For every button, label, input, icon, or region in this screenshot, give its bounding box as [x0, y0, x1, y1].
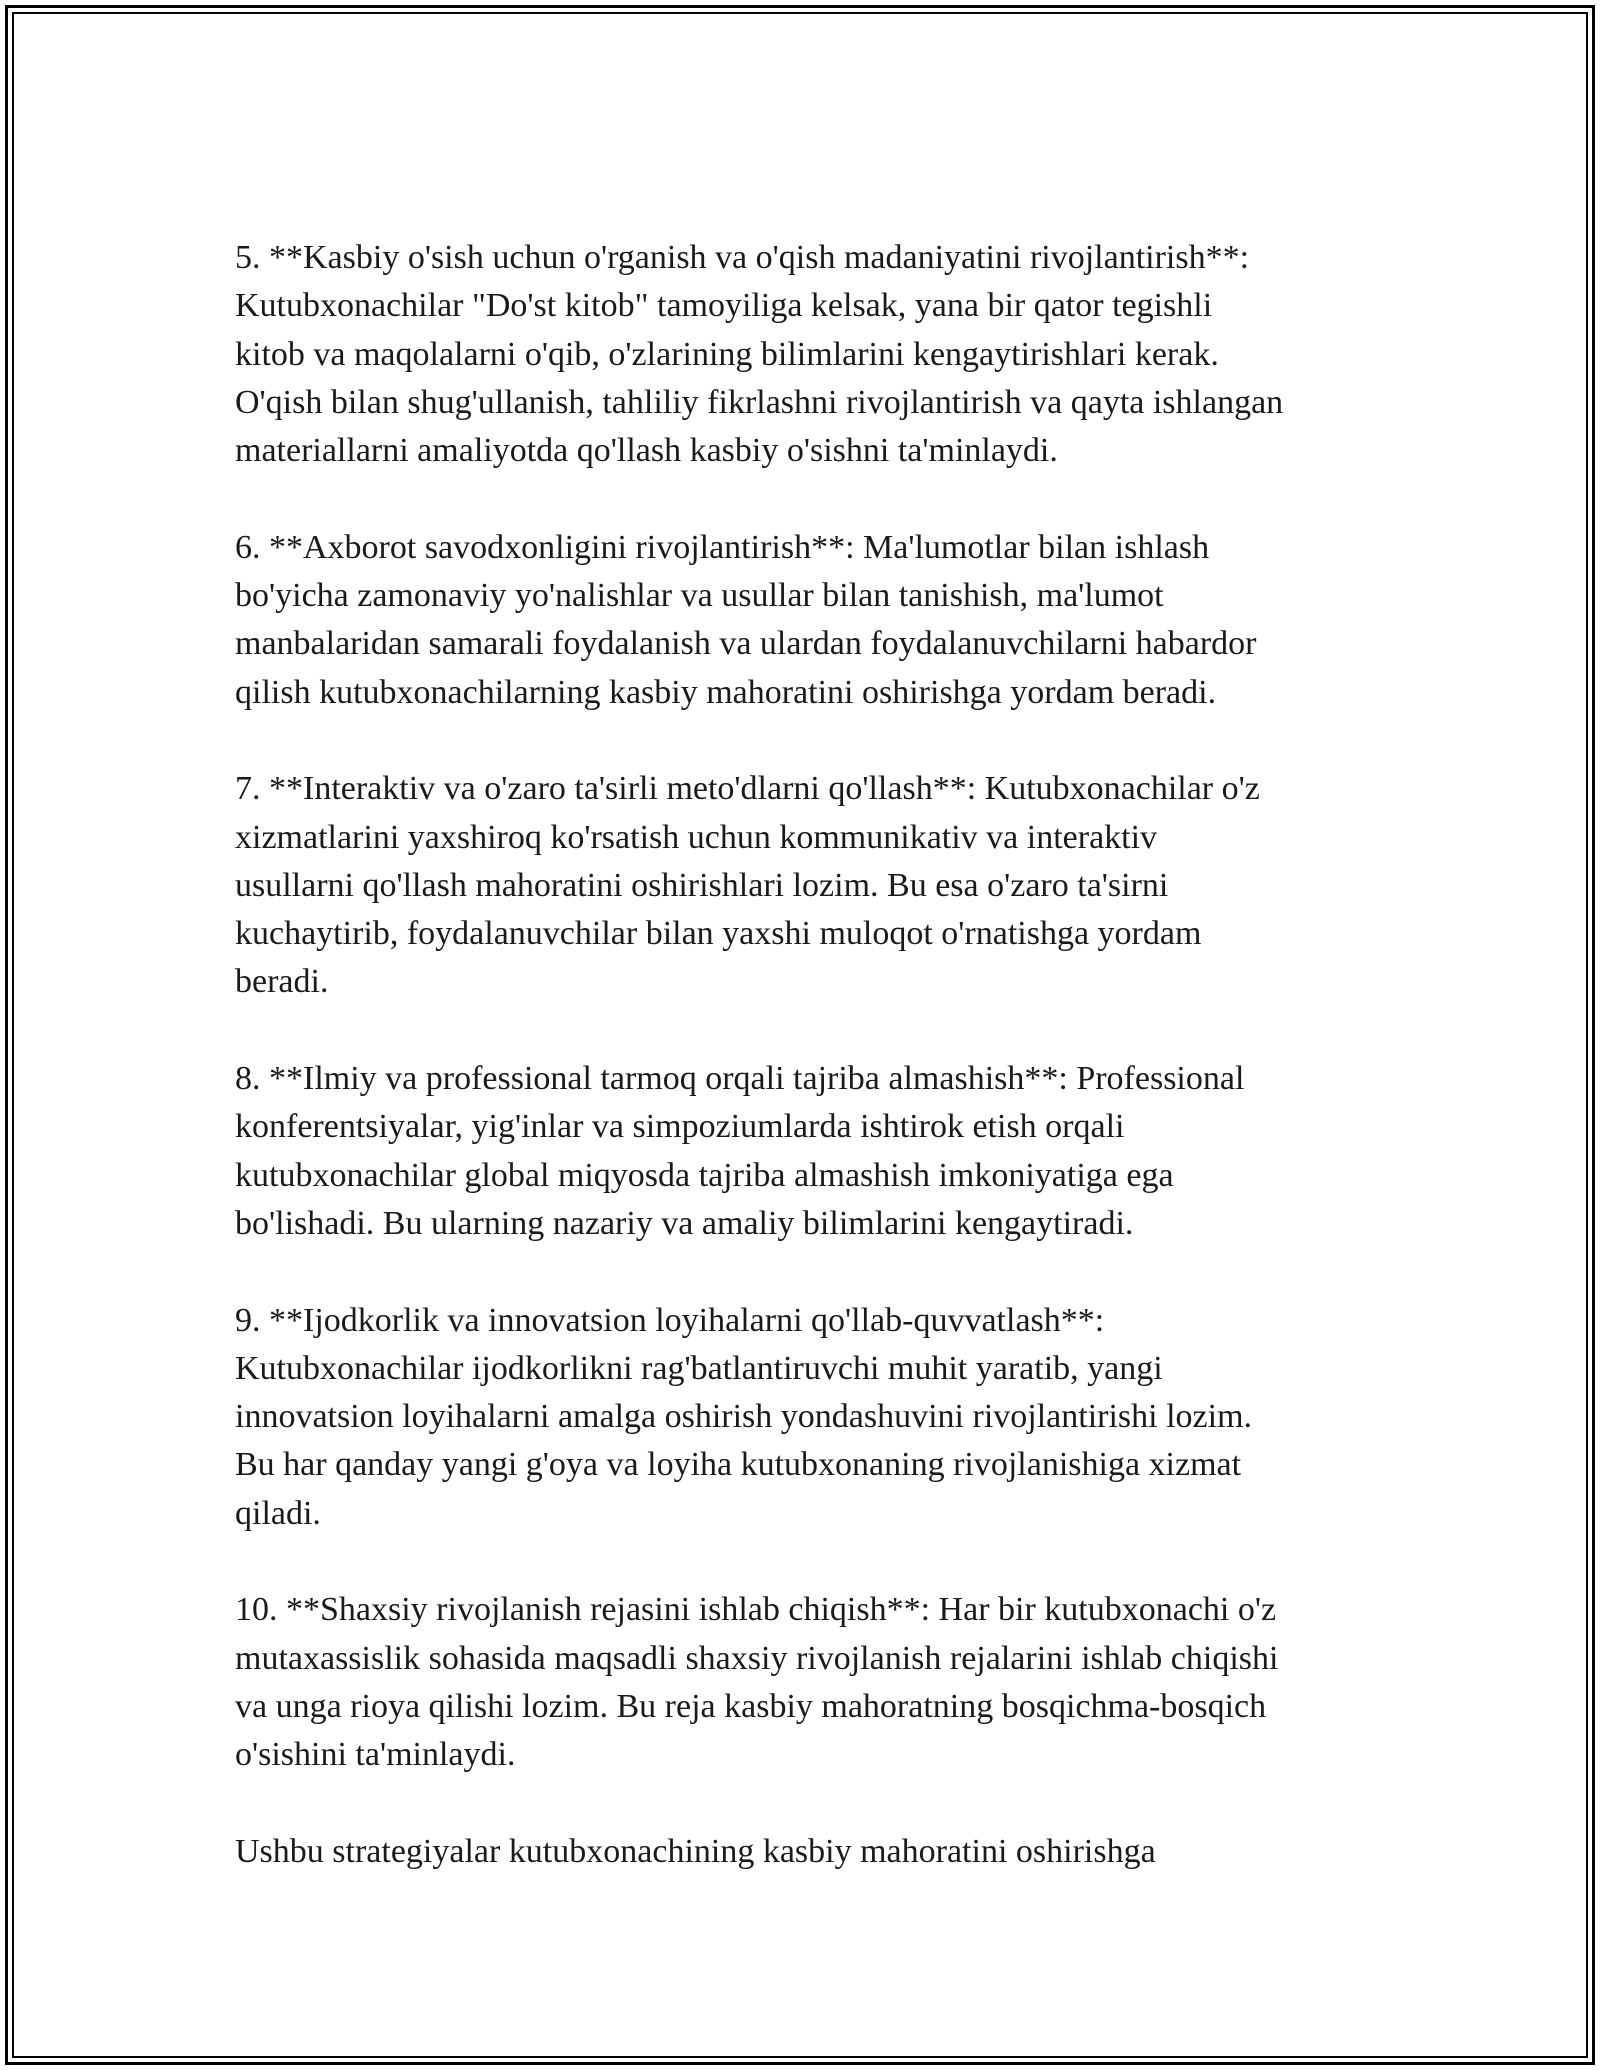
text-line: 8. **Ilmiy va professional tarmoq orqali tajriba almashish**: Professional: [235, 1060, 1245, 1098]
text-line: usullarni qo'llash mahoratini oshirishlari lozim. Bu esa o'zaro ta'sirni: [235, 866, 1169, 904]
text-line: kutubxonachilar global miqyosda tajriba almashish imkoniyatiga ega: [235, 1156, 1174, 1194]
text-line: Kutubxonachilar ijodkorlikni rag'batlantiruvchi muhit yaratib, yangi: [235, 1349, 1163, 1387]
text-line: qiladi.: [235, 1494, 321, 1532]
document-paragraph: [235, 1297, 1385, 1538]
document-body: [235, 234, 1385, 1924]
text-line: 7. **Interaktiv va o'zaro ta'sirli meto'dlarni qo'llash**: Kutubxonachilar o'z: [235, 770, 1260, 808]
text-line: bo'yicha zamonaviy yo'nalishlar va usullar bilan tanishish, ma'lumot: [235, 577, 1164, 615]
text-line: qilish kutubxonachilarning kasbiy mahoratini oshirishga yordam beradi.: [235, 673, 1217, 711]
text-line: kitob va maqolalarni o'qib, o'zlarining bilimlarini kengaytirishlari kerak.: [235, 335, 1219, 373]
text-line: 10. **Shaxsiy rivojlanish rejasini ishlab chiqish**: Har bir kutubxonachi o'z: [235, 1591, 1277, 1629]
text-line: innovatsion loyihalarni amalga oshirish yondashuvini rivojlantirishi lozim.: [235, 1398, 1253, 1436]
document-paragraph: [235, 1828, 1385, 1876]
document-paragraph: [235, 1055, 1385, 1248]
text-line: 9. **Ijodkorlik va innovatsion loyihalarni qo'llab-quvvatlash**:: [235, 1301, 1105, 1339]
document-paragraph: [235, 1586, 1385, 1779]
text-line: bo'lishadi. Bu ularning nazariy va amaliy bilimlarini kengaytiradi.: [235, 1204, 1134, 1242]
text-line: manbalaridan samarali foydalanish va ulardan foydalanuvchilarni habardor: [235, 625, 1257, 663]
text-line: Ushbu strategiyalar kutubxonachining kasbiy mahoratini oshirishga: [235, 1832, 1156, 1870]
document-paragraph: [235, 765, 1385, 1006]
text-line: xizmatlarini yaxshiroq ko'rsatish uchun kommunikativ va interaktiv: [235, 818, 1158, 856]
text-line: Bu har qanday yangi g'oya va loyiha kutubxonaning rivojlanishiga xizmat: [235, 1446, 1242, 1484]
text-line: O'qish bilan shug'ullanish, tahliliy fikrlashni rivojlantirish va qayta ishlangan: [235, 383, 1284, 421]
document-paragraph: [235, 234, 1385, 475]
text-line: beradi.: [235, 963, 329, 1001]
text-line: 5. **Kasbiy o'sish uchun o'rganish va o'qish madaniyatini rivojlantirish**:: [235, 239, 1250, 276]
document-paragraph: [235, 524, 1385, 717]
text-line: mutaxassislik sohasida maqsadli shaxsiy rivojlanish rejalarini ishlab chiqishi: [235, 1639, 1279, 1677]
text-line: konferentsiyalar, yig'inlar va simpoziumlarda ishtirok etish orqali: [235, 1108, 1125, 1146]
text-line: kuchaytirib, foydalanuvchilar bilan yaxshi muloqot o'rnatishga yordam: [235, 915, 1202, 953]
text-line: Kutubxonachilar "Do'st kitob" tamoyiliga kelsak, yana bir qator tegishli: [235, 287, 1213, 325]
text-line: o'sishini ta'minlaydi.: [235, 1736, 516, 1774]
text-line: 6. **Axborot savodxonligini rivojlantirish**: Ma'lumotlar bilan ishlash: [235, 528, 1210, 566]
text-line: va unga rioya qilishi lozim. Bu reja kasbiy mahoratning bosqichma-bosqich: [235, 1687, 1267, 1725]
text-line: materiallarni amaliyotda qo'llash kasbiy o'sishni ta'minlaydi.: [235, 432, 1058, 470]
